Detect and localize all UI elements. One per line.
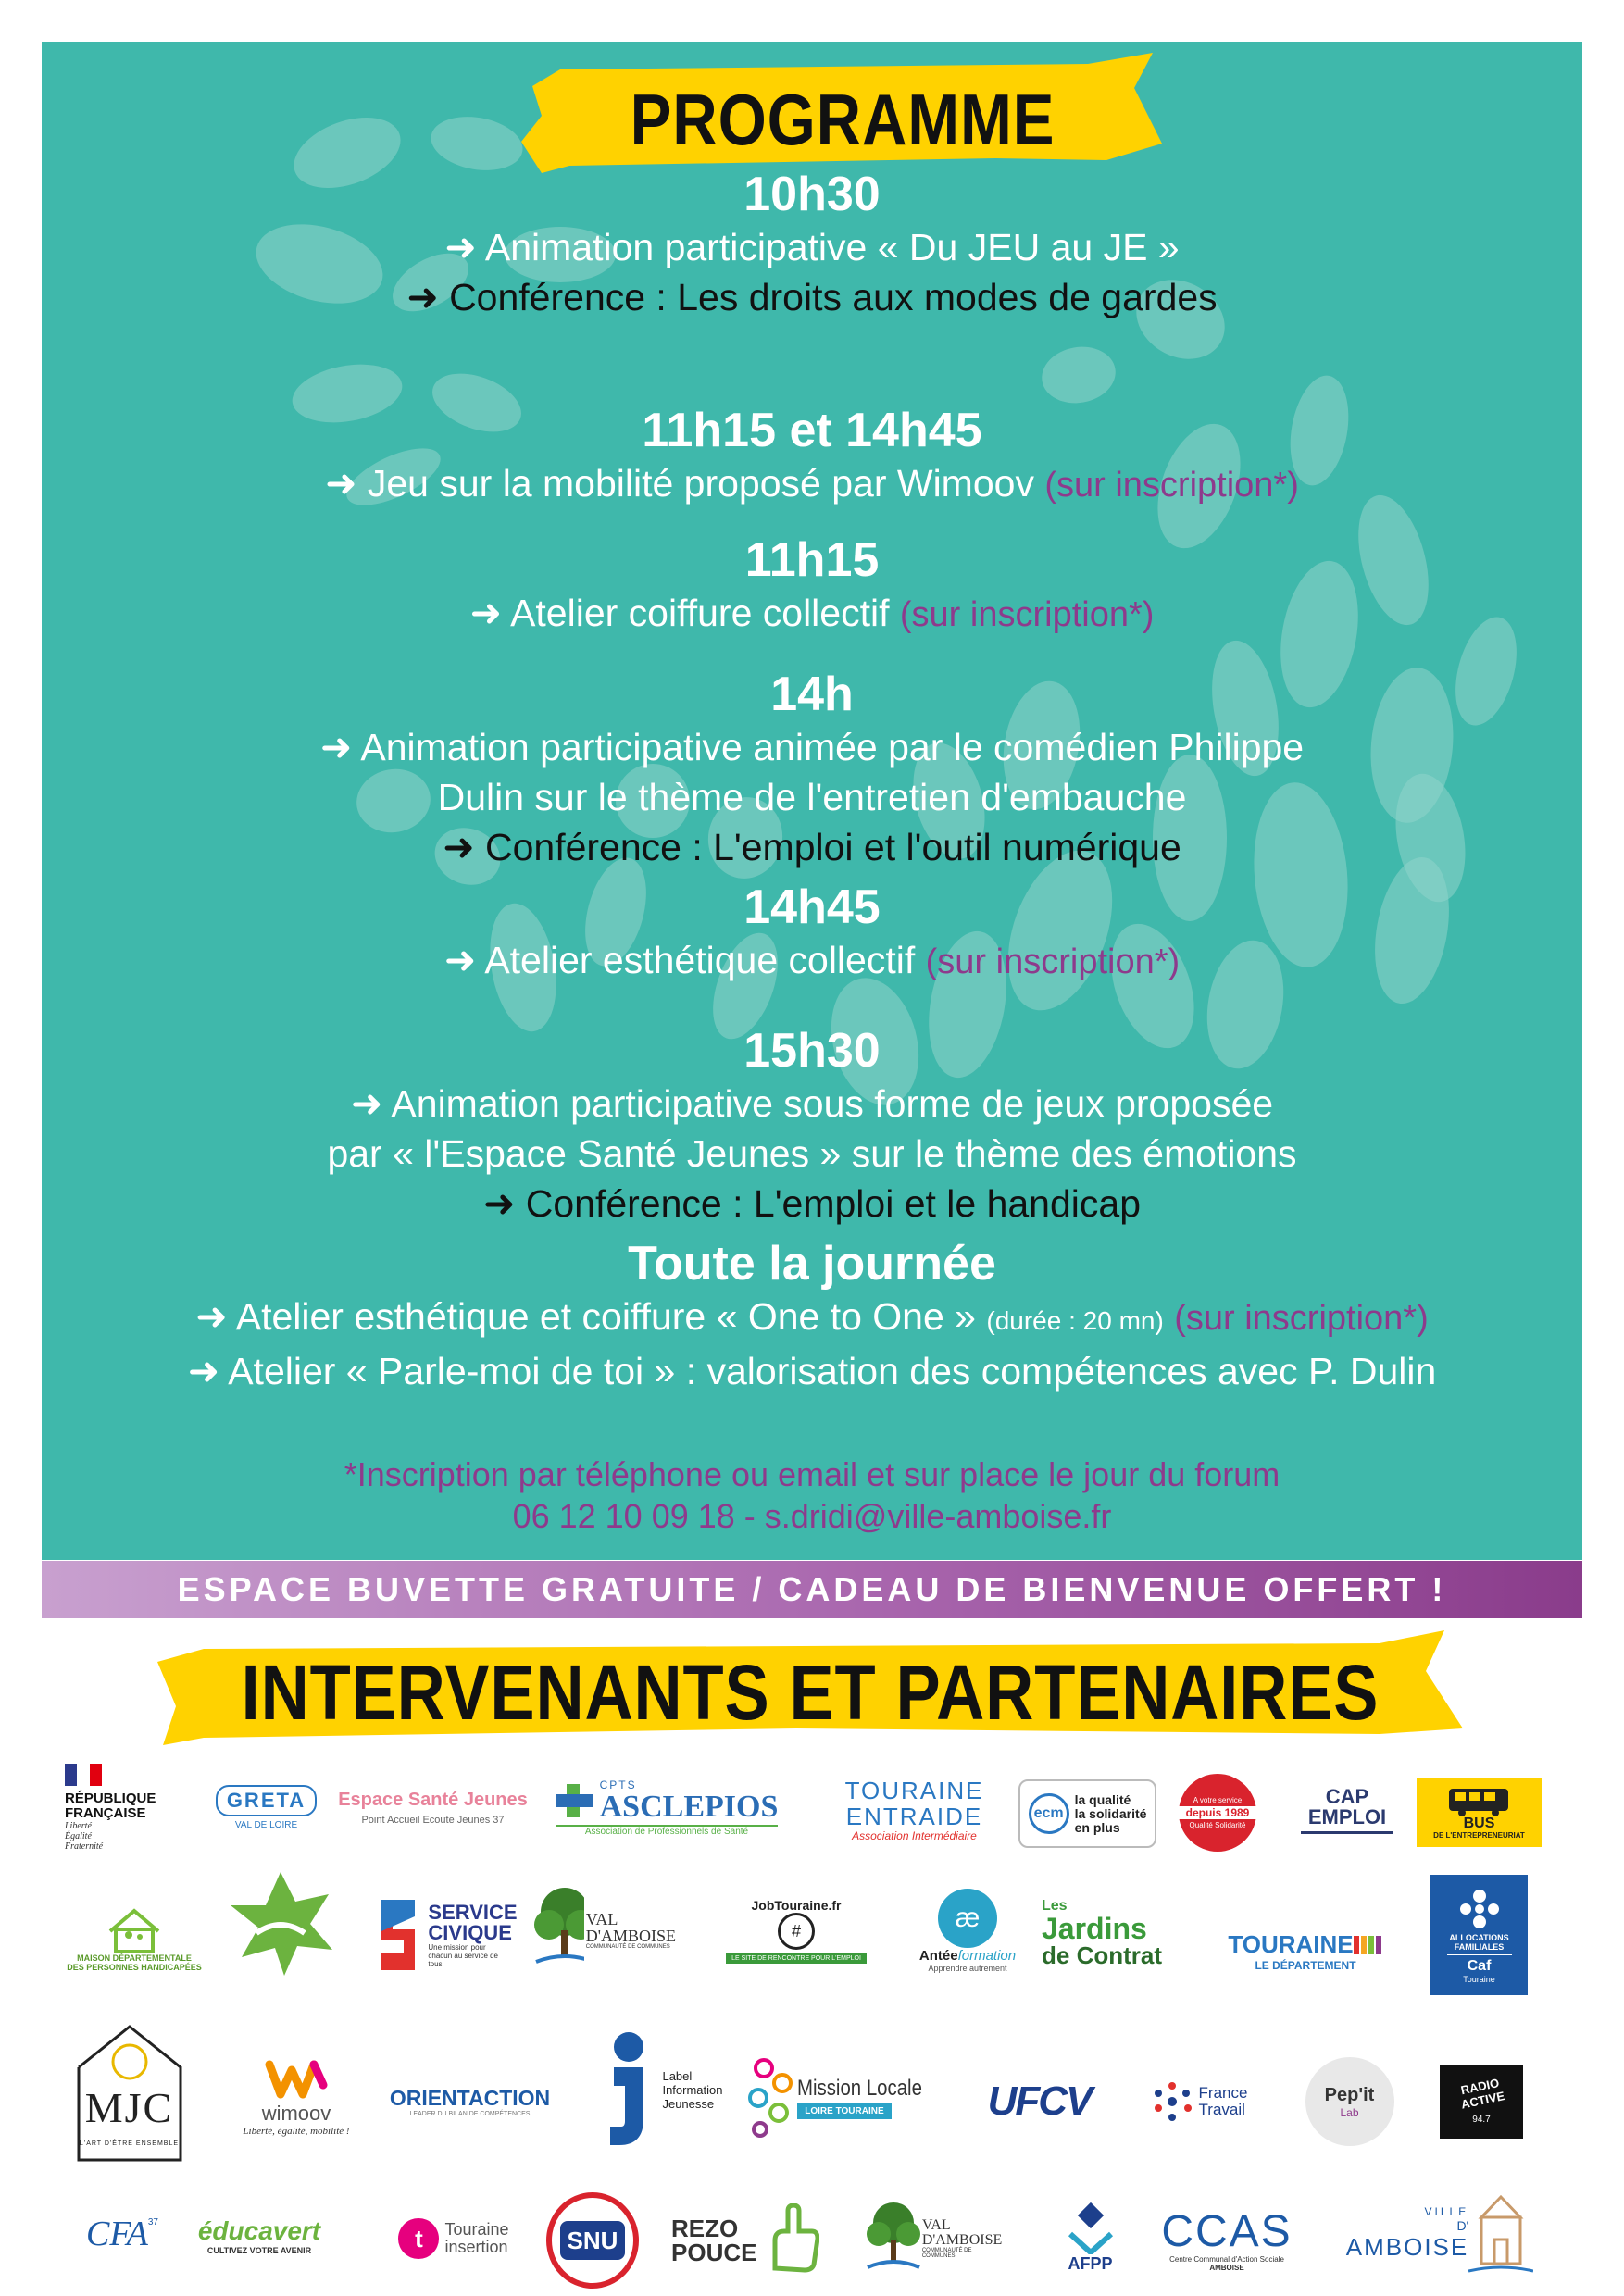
activity-line <box>42 1129 1582 1179</box>
registration-note-line: *Inscription par téléphone ou email et sur place le jour du forum <box>344 1455 1280 1493</box>
arrow-right-icon: ➜ <box>406 275 439 319</box>
activity-text: Dulin sur le thème de l'entretien d'embauche <box>437 776 1187 818</box>
logo-text: JobTouraine.fr <box>751 1897 842 1913</box>
logo-text: LE SITE DE RENCONTRE POUR L'EMPLOI <box>726 1953 867 1964</box>
marianne-icon <box>65 1764 102 1786</box>
logo-cfa <box>67 2194 178 2273</box>
buvette-strip: ESPACE BUVETTE GRATUITE / CADEAU DE BIENVENUE OFFERT ! <box>42 1561 1582 1618</box>
slot-time: Toute la journée <box>628 1237 996 1291</box>
logo-touraine-departement <box>1213 1926 1398 1977</box>
logo-text: Touraine <box>444 2219 509 2239</box>
logo-text: ALLOCATIONS <box>1449 1932 1509 1942</box>
antee-icon: æ <box>938 1889 997 1948</box>
hashtag-icon: # <box>778 1913 815 1950</box>
time-slot <box>42 667 1582 872</box>
logo-jobtouraine <box>713 1893 880 1967</box>
logo-jardins-de-contrat <box>1042 1889 1190 1977</box>
logo-text: AMBOISE <box>1345 2233 1469 2261</box>
partners-title: INTERVENANTS ET PARTENAIRES <box>241 1649 1380 1736</box>
logo-asclepios <box>546 1773 787 1842</box>
logo-text: Espace Santé Jeunes <box>338 1790 528 1810</box>
slot-time: 11h15 et 14h45 <box>642 404 982 457</box>
activity-text: Animation participative « Du JEU au JE » <box>484 226 1180 268</box>
logo-mjc <box>57 2018 201 2171</box>
logo-text: Caf <box>1467 1957 1492 1974</box>
contact-line: 06 12 10 09 18 - s.dridi@ville-amboise.fr <box>512 1497 1112 1535</box>
arrow-right-icon: ➜ <box>469 591 502 635</box>
logo-text: COMMUNAUTÉ DE COMMUNES <box>921 2247 972 2259</box>
logo-val-amboise-2 <box>866 2194 1005 2282</box>
logo-text: FRANÇAISE <box>65 1805 146 1821</box>
slot-time: 14h45 <box>743 880 881 934</box>
arrow-right-icon: ➜ <box>482 1181 516 1226</box>
activity-text: Atelier esthétique et coiffure « One to One » <box>235 1295 976 1338</box>
activity-line <box>42 272 1582 322</box>
logo-text: Fraternité <box>65 1841 104 1852</box>
tree-icon <box>532 1884 584 1977</box>
logo-text: Travail <box>1198 2101 1245 2118</box>
inscription-note: (sur inscription*) <box>899 595 1155 634</box>
activity-text: Conférence : L'emploi et le handicap <box>525 1182 1141 1225</box>
logo-mission-locale <box>745 2046 944 2148</box>
logo-text: LE DÉPARTEMENT <box>1255 1959 1356 1972</box>
logo-text: Centre Communal d'Action Sociale <box>1169 2255 1284 2264</box>
logo-text: AMBOISE <box>1209 2264 1244 2272</box>
activity-text: par « l'Espace Santé Jeunes » sur le thème des émotions <box>327 1132 1297 1175</box>
logo-text: A votre service <box>1193 1795 1243 1804</box>
logo-text: SERVICE <box>428 1900 518 1924</box>
pepit-badge <box>1305 2057 1394 2146</box>
logo-pepit-lab <box>1301 2055 1398 2148</box>
logo-text: Liberté <box>65 1821 92 1831</box>
logo-ccas <box>1153 2199 1301 2282</box>
activity-text: Conférence : L'emploi et l'outil numérique <box>484 826 1181 868</box>
logo-text: Les <box>1042 1897 1068 1914</box>
wimoov-icon <box>264 2057 329 2102</box>
snu-badge <box>546 2192 639 2289</box>
activity-line <box>42 1292 1582 1346</box>
logo-greta <box>213 1782 319 1833</box>
logo-text: en plus <box>1074 1819 1120 1835</box>
logo-text: L'ART D'ÊTRE ENSEMBLE <box>79 2140 180 2147</box>
logo-text: Lab <box>1340 2105 1359 2119</box>
programme-panel <box>42 42 1582 1560</box>
arrow-right-icon: ➜ <box>325 461 357 505</box>
logo-text: POUCE <box>671 2239 757 2266</box>
france-travail-dots-icon <box>1151 2080 1193 2123</box>
logo-text: ENTRAIDE <box>845 1803 983 1830</box>
logo-text: ORIENTACTION <box>389 2086 551 2110</box>
decorative-blob <box>1037 342 1119 409</box>
logo-cap-emploi <box>1292 1782 1403 1838</box>
logo-text: SNU <box>567 2226 618 2254</box>
logo-text: 94.7 <box>1472 2114 1491 2125</box>
logo-text: AFPP <box>1068 2254 1113 2273</box>
logo-text: depuis 1989 <box>1179 1806 1256 1819</box>
logo-text: REZO <box>671 2215 739 2242</box>
slot-time: 14h <box>770 668 854 721</box>
service-civique-icon <box>376 1894 420 1976</box>
inscription-note: (sur inscription*) <box>1044 466 1299 505</box>
logo-france-travail <box>1139 2074 1259 2129</box>
logo-green-leaf <box>222 1866 338 1981</box>
info-i-icon <box>601 2030 656 2151</box>
cross-icon <box>556 1784 593 1817</box>
programme-banner <box>514 51 1171 181</box>
arrow-right-icon: ➜ <box>195 1294 228 1339</box>
logo-depuis-1989 <box>1171 1773 1264 1852</box>
bus-icon <box>1447 1785 1512 1816</box>
logo-text: ASCLEPIOS <box>599 1790 779 1824</box>
time-slot <box>42 403 1582 510</box>
logo-touraine-insertion <box>375 2208 532 2268</box>
activity-line <box>42 772 1582 822</box>
logo-touraine-entraide <box>833 1773 995 1847</box>
logo-text: D'AMBOISE <box>585 1927 676 1945</box>
logo-text: EMPLOI <box>1307 1804 1387 1828</box>
logo-text: VAL <box>921 2216 951 2233</box>
logo-text: CULTIVEZ VOTRE AVENIR <box>206 2246 312 2255</box>
logo-ecm <box>1018 1779 1156 1848</box>
logo-ville-amboise <box>1343 2185 1537 2282</box>
logo-text: D'AMBOISE <box>921 2231 1003 2248</box>
afpp-icon <box>1063 2202 1118 2254</box>
logo-text: Association de Professionnels de Santé <box>584 1827 749 1837</box>
activity-text: Atelier « Parle-moi de toi » : valorisation des compétences avec P. Dulin <box>228 1350 1437 1392</box>
programme-title: PROGRAMME <box>630 79 1056 160</box>
logo-text: COMMUNAUTÉ DE COMMUNES <box>585 1944 670 1950</box>
time-slot <box>42 880 1582 987</box>
arrow-right-icon: ➜ <box>443 938 477 982</box>
logo-text: Qualité Solidarité <box>1189 1820 1246 1829</box>
activity-line <box>42 1079 1582 1129</box>
logo-text: Jardins <box>1042 1911 1147 1945</box>
logo-text: la solidarité <box>1074 1805 1147 1821</box>
logo-text: Une mission pour chacun au service de tous <box>428 1942 499 1968</box>
slot-time: 10h30 <box>743 168 881 221</box>
logo-text: la qualité <box>1074 1791 1131 1807</box>
activity-text: Jeu sur la mobilité proposé par Wimoov <box>367 462 1034 505</box>
seal-icon <box>1179 1774 1256 1852</box>
ecm-icon: ecm <box>1029 1793 1069 1834</box>
inscription-note: (sur inscription*) <box>1174 1299 1429 1338</box>
logo-text: CIVIQUE <box>428 1920 512 1944</box>
time-slot <box>42 1236 1582 1396</box>
logo-text: LEADER DU BILAN DE COMPÉTENCES <box>409 2111 531 2117</box>
logo-radio-active <box>1440 2065 1523 2139</box>
logo-text: 37 <box>147 2217 158 2227</box>
arrow-right-icon: ➜ <box>350 1081 383 1126</box>
logo-text: France <box>1198 2084 1248 2102</box>
activity-line <box>42 722 1582 772</box>
logo-espace-sante-jeunes <box>333 1782 532 1833</box>
logo-text: formation <box>957 1947 1017 1964</box>
activity-line <box>42 588 1582 640</box>
logo-text: VAL DE LOIRE <box>234 1820 298 1830</box>
activity-text: Atelier esthétique collectif <box>484 939 916 981</box>
activity-line <box>42 1179 1582 1229</box>
logo-text: D' <box>1456 2218 1469 2233</box>
logo-republique-francaise <box>65 1764 185 1852</box>
caf-people-icon <box>1456 1887 1503 1933</box>
logo-text: TOURAINE <box>844 1777 984 1804</box>
stripes-icon <box>1354 1934 1383 1956</box>
duration-note: (durée : 20 mn) <box>986 1306 1164 1335</box>
logo-text: RÉPUBLIQUE <box>65 1791 156 1806</box>
logo-text: TOURAINE <box>1228 1930 1354 1958</box>
logo-service-civique <box>366 1889 528 1981</box>
logo-text: de Contrat <box>1042 1940 1162 1969</box>
logo-text: CPTS <box>599 1778 637 1791</box>
logo-val-amboise <box>532 1879 676 1981</box>
logo-text: CAP <box>1325 1784 1369 1808</box>
touraine-insertion-icon: t <box>398 2218 439 2259</box>
logo-text: Label <box>662 2069 693 2083</box>
logo-label-information-jeunesse <box>588 2028 736 2152</box>
arrow-right-icon: ➜ <box>319 725 353 769</box>
logo-text: insertion <box>444 2237 508 2256</box>
arrow-right-icon: ➜ <box>187 1349 220 1393</box>
logo-orientaction <box>384 2078 556 2125</box>
arrow-right-icon: ➜ <box>444 225 477 269</box>
logo-text: LOIRE TOURAINE <box>797 2103 891 2119</box>
logo-text: Association Intermédiaire <box>852 1829 977 1842</box>
slot-time: 11h15 <box>744 533 880 587</box>
logo-text: Pep'it <box>1324 2084 1375 2105</box>
logo-text: VILLE <box>1424 2205 1469 2218</box>
activity-text: Animation participative sous forme de jeux proposée <box>391 1082 1274 1125</box>
activity-line <box>42 458 1582 510</box>
activity-line <box>42 935 1582 987</box>
leaf-hand-icon <box>225 1868 336 1979</box>
logo-text: Information <box>662 2083 723 2097</box>
logo-text: VAL <box>585 1910 618 1928</box>
logo-text: éducavert <box>197 2216 321 2245</box>
partners-banner <box>148 1625 1472 1750</box>
logo-antee-formation <box>903 1879 1032 1981</box>
activity-line <box>42 822 1582 872</box>
time-slot <box>42 167 1582 322</box>
logo-text: GRETA <box>226 1789 306 1812</box>
logo-bus-entrepreneuriat <box>1417 1778 1542 1847</box>
activity-line <box>42 1346 1582 1396</box>
logo-text: Liberté, égalité, mobilité ! <box>243 2126 350 2137</box>
logo-text: FAMILIALES <box>1454 1941 1505 1952</box>
time-slot <box>42 532 1582 640</box>
logo-educavert <box>185 2208 333 2264</box>
logo-text: Jeunesse <box>662 2097 715 2111</box>
castle-icon <box>1468 2190 1533 2277</box>
logo-text: RADIO ACTIVE <box>1459 2075 1506 2112</box>
logo-snu <box>546 2194 639 2287</box>
activity-text: Atelier coiffure collectif <box>510 592 890 634</box>
logo-caf <box>1430 1875 1528 1995</box>
logo-text: MJC <box>84 2084 174 2131</box>
logo-text: DES PERSONNES HANDICAPÉES <box>67 1963 202 1972</box>
logo-text: Apprendre autrement <box>928 1963 1007 1973</box>
logo-afpp <box>1046 2194 1134 2282</box>
time-slot <box>42 1023 1582 1229</box>
arrow-right-icon: ➜ <box>443 825 475 869</box>
activity-text: Conférence : Les droits aux modes de gardes <box>449 276 1218 318</box>
logo-text: Mission Locale <box>797 2075 923 2101</box>
logo-text: UFCV <box>987 2078 1092 2124</box>
activity-text: Animation participative animée par le comédien Philippe <box>360 726 1305 768</box>
logo-text: wimoov <box>261 2102 331 2125</box>
logo-text: Antée <box>918 1947 958 1964</box>
inscription-note: (sur inscription*) <box>925 942 1181 981</box>
logo-text: Touraine <box>1463 1974 1495 1984</box>
logo-text: Point Accueil Ecoute Jeunes 37 <box>361 1815 505 1826</box>
thumb-icon <box>756 2203 819 2277</box>
mission-locale-circles-icon <box>745 2055 793 2139</box>
logo-text: CFA <box>86 2214 148 2253</box>
logo-text: BUS <box>1463 1816 1495 1831</box>
logo-rezo-pouce <box>671 2199 819 2282</box>
activity-line <box>42 222 1582 272</box>
registration-note <box>42 1454 1582 1537</box>
logo-text: DE L'ENTREPRENEURIAT <box>1433 1831 1525 1840</box>
logo-text: CCAS <box>1161 2207 1293 2256</box>
slot-time: 15h30 <box>743 1024 881 1078</box>
logo-ufcv <box>977 2069 1102 2134</box>
house-people-icon <box>106 1907 162 1953</box>
tree-icon <box>866 2199 920 2277</box>
logo-text: MAISON DÉPARTEMENTALE <box>77 1953 192 1963</box>
logo-text: Égalité <box>65 1831 92 1841</box>
logo-mdph <box>60 1903 208 1977</box>
logo-wimoov <box>227 2046 366 2148</box>
